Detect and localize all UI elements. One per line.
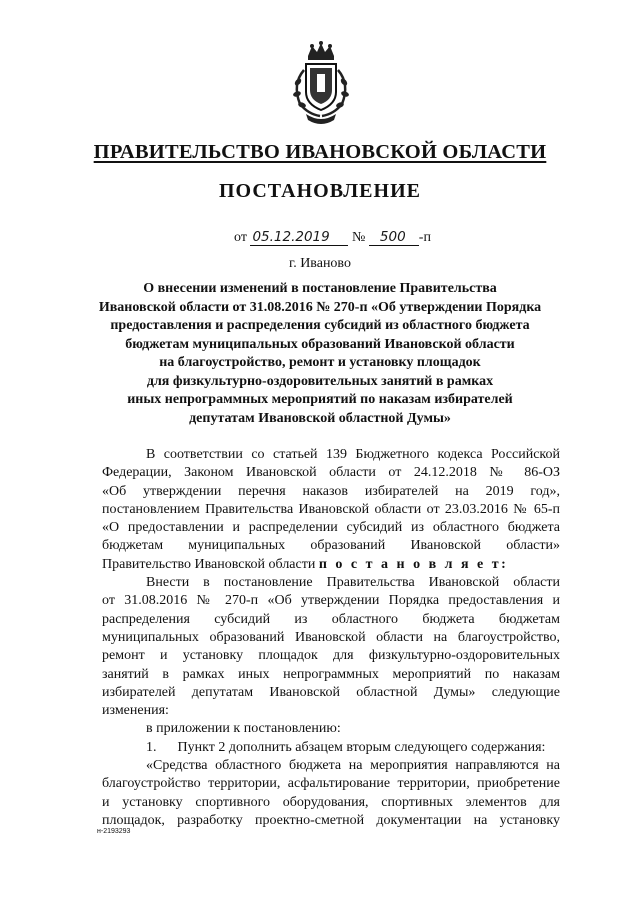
body-line-decree — [102, 556, 560, 574]
subject-line: иных непрограммных мероприятий по наказам избирателей — [127, 392, 513, 407]
body-line: распределения субсидий из областного бюджета бюджетам — [102, 611, 560, 627]
body-line: Внести в постановление Правительства Ивановской области — [146, 575, 560, 591]
body-line: постановлением Правительства Ивановской области от 23.03.2016 № 65-п — [102, 501, 560, 517]
subject-line: на благоустройство, ремонт и установку площадок — [159, 355, 481, 370]
document-body — [102, 446, 560, 830]
body-line: и установку спортивного оборудования, спортивных элементов для — [102, 794, 560, 810]
subject-line: депутатам Ивановской областной Думы» — [189, 410, 451, 426]
date-prefix: от — [234, 230, 247, 245]
body-line: В соответствии со статьей 139 Бюджетного кодекса Российской — [146, 447, 560, 462]
body-line: благоустройство территории, асфальтирование территории, приобретение — [102, 776, 560, 792]
body-line: «О предоставлении и распределении субсидий из областного бюджета — [102, 520, 560, 536]
body-line: изменения: — [102, 703, 169, 719]
document-code: н-2193293 — [97, 828, 131, 835]
body-line: площадок, разработку проектно-сметной документации на установку — [102, 812, 560, 828]
subject-line: бюджетам муниципальных образований Ивановской области — [125, 336, 515, 352]
decree-keyword: п о с т а н о в л я е т: — [318, 556, 509, 572]
date-number-line — [234, 230, 431, 246]
subject-line: предоставления и распределения субсидий из областного бюджета — [110, 318, 530, 333]
subject-line: для физкультурно-оздоровительных занятий в рамках — [146, 373, 494, 389]
subject-line: Ивановской области от 31.08.2016 № 270-п «Об утверждении Порядка — [98, 299, 542, 315]
body-line: избирателей депутатам Ивановской областной Думы» следующие — [102, 684, 560, 700]
subject-line: О внесении изменений в постановление Правительства — [143, 281, 497, 296]
body-line: от 31.08.2016 № 270-п «Об утверждении Порядка предоставления и — [102, 593, 560, 609]
number-prefix: № — [351, 230, 366, 245]
handwritten-date: 05.12.2019 — [250, 230, 348, 246]
city-label: г. Иваново — [289, 256, 351, 271]
body-line: муниципальных образований Ивановской области на благоустройство, — [102, 629, 560, 645]
coat-of-arms-icon — [286, 40, 356, 125]
body-line: в приложении к постановлению: — [146, 721, 341, 737]
government-title: ПРАВИТЕЛЬСТВО ИВАНОВСКОЙ ОБЛАСТИ — [93, 141, 547, 163]
number-suffix: -п — [418, 230, 431, 245]
handwritten-number: 500 — [369, 230, 419, 246]
body-line: ремонт и установку площадок для физкультурно-оздоровительных — [102, 648, 560, 664]
body-line: занятий в рамках иных непрограммных мероприятий по наказам — [102, 666, 560, 682]
body-line: бюджетам муниципальных образований Ивановской области» — [102, 538, 560, 554]
decree-subject: Правительство Ивановской области — [102, 556, 316, 572]
body-line: «Средства областного бюджета на мероприятия направляются на — [146, 758, 560, 774]
body-line: Федерации, Законом Ивановской области от 24.12.2018 № 86-ОЗ — [102, 465, 560, 481]
body-line: «Об утверждении перечня наказов избирателей на 2019 год», — [102, 483, 560, 499]
list-item: 1. Пункт 2 дополнить абзацем вторым следующего содержания: — [146, 739, 546, 755]
subject-heading — [70, 280, 570, 428]
document-type-heading: ПОСТАНОВЛЕНИЕ — [219, 180, 421, 202]
